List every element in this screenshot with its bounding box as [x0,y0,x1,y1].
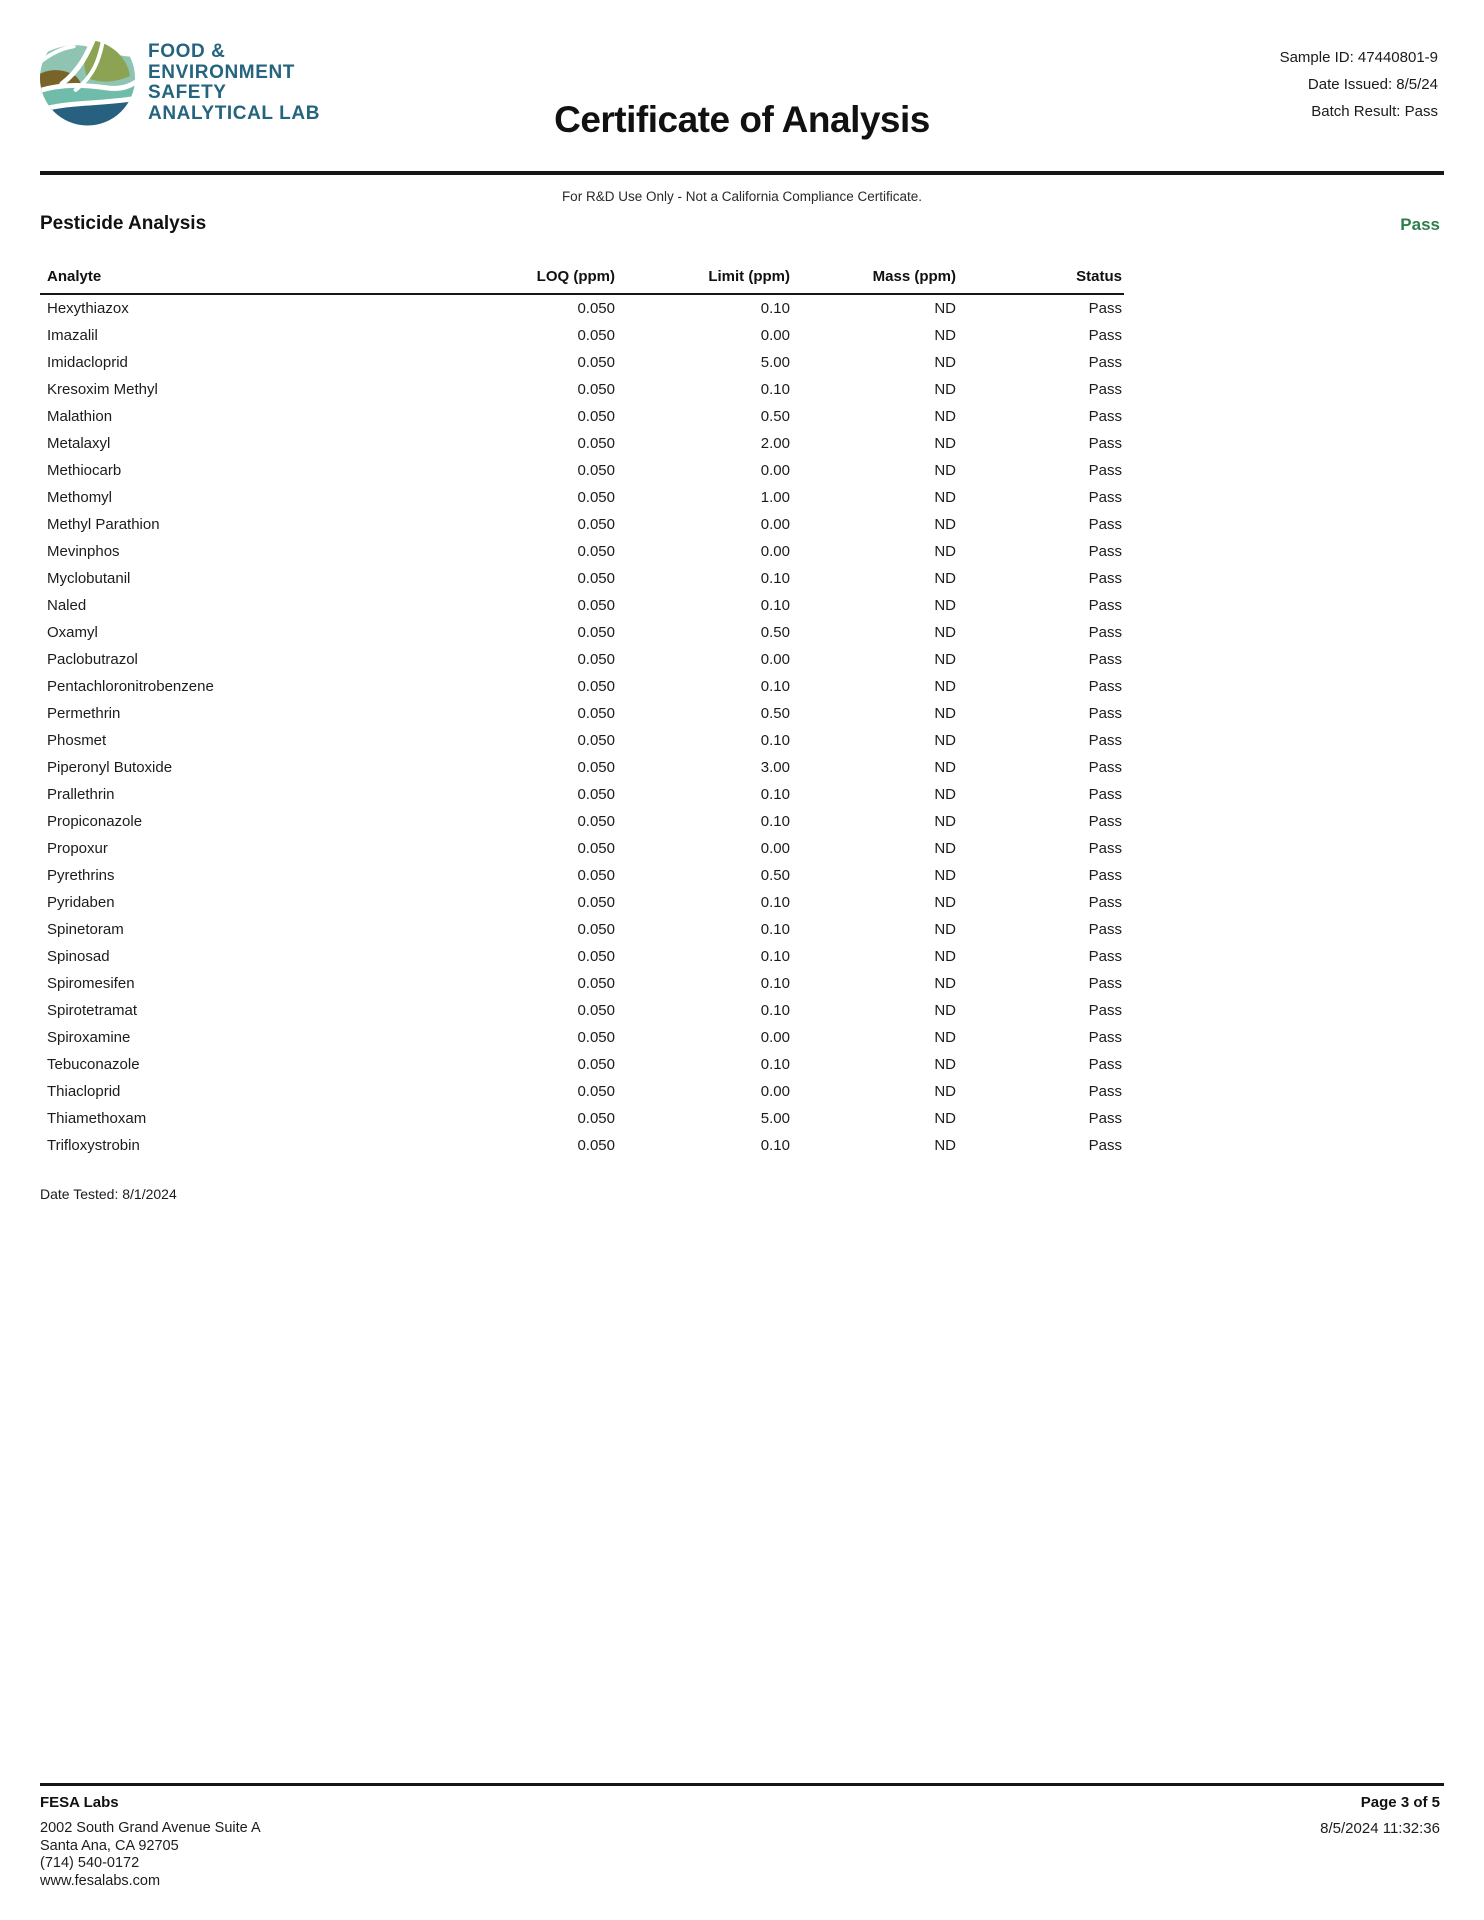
filler-cell [1124,322,1444,349]
pesticide-analysis-table [40,250,1444,1159]
filler-cell [1124,1078,1444,1105]
limit-cell: 0.00 [760,327,790,344]
filler-cell [1124,1132,1444,1159]
analyte-cell: Methyl Parathion [47,516,160,533]
table-row [40,1132,1444,1159]
loq-cell: 0.050 [577,840,615,857]
filler-cell [1124,997,1444,1024]
limit-cell: 0.50 [760,867,790,884]
status-cell: Pass [1088,462,1122,479]
status-cell: Pass [1088,489,1122,506]
analyte-cell: Trifloxystrobin [47,1137,140,1154]
limit-cell: 0.10 [760,813,790,830]
table-row [40,1078,1444,1105]
filler-cell [1124,484,1444,511]
document-title: Certificate of Analysis [554,99,930,140]
filler-cell [1124,781,1444,808]
filler-cell [1124,700,1444,727]
filler-cell [1124,430,1444,457]
mass-cell: ND [934,651,956,668]
status-cell: Pass [1088,624,1122,641]
analyte-cell: Pyridaben [47,894,115,911]
footer-address [40,1820,261,1890]
footer-timestamp: 8/5/2024 11:32:36 [1320,1820,1440,1837]
analysis-table-body [40,294,1444,1159]
analyte-cell: Methomyl [47,489,113,506]
limit-cell: 0.10 [760,1137,790,1154]
limit-cell: 0.00 [760,462,790,479]
limit-cell: 0.00 [760,516,790,533]
filler-cell [1124,646,1444,673]
limit-cell: 0.10 [760,1002,790,1019]
status-cell: Pass [1088,975,1122,992]
limit-cell: 0.00 [760,1029,790,1046]
filler-cell [1124,592,1444,619]
limit-cell: 0.00 [760,1083,790,1100]
status-cell: Pass [1088,354,1122,371]
filler-cell [1124,538,1444,565]
limit-cell: 0.50 [760,624,790,641]
analyte-cell: Imidacloprid [47,354,128,371]
table-row [40,808,1444,835]
filler-cell [1124,457,1444,484]
document-subtitle: For R&D Use Only - Not a California Compliance Certificate. [561,189,923,204]
table-header [40,250,1444,294]
limit-cell: 5.00 [760,354,790,371]
date-issued: Date Issued: 8/5/24 [1307,76,1438,93]
filler-cell [1124,565,1444,592]
mass-cell: ND [934,705,956,722]
sample-id: Sample ID: 47440801-9 [1279,49,1438,66]
loq-cell: 0.050 [577,921,615,938]
analyte-cell: Thiamethoxam [47,1110,147,1127]
mass-cell: ND [934,597,956,614]
analyte-cell: Mevinphos [47,543,120,560]
loq-cell: 0.050 [577,867,615,884]
limit-cell: 0.10 [760,921,790,938]
limit-cell: 0.10 [760,732,790,749]
mass-cell: ND [934,327,956,344]
mass-cell: ND [934,624,956,641]
limit-cell: 0.50 [760,705,790,722]
batch-result: Batch Result: Pass [1311,103,1438,120]
status-cell: Pass [1088,543,1122,560]
mass-cell: ND [934,732,956,749]
status-cell: Pass [1088,705,1122,722]
analyte-cell: Phosmet [47,732,107,749]
mass-cell: ND [934,435,956,452]
analyte-cell: Paclobutrazol [47,651,138,668]
status-cell: Pass [1088,327,1122,344]
footer-page-number: Page 3 of 5 [1360,1794,1440,1811]
table-row [40,511,1444,538]
status-cell: Pass [1088,300,1122,317]
mass-cell: ND [934,894,956,911]
loq-cell: 0.050 [577,894,615,911]
limit-cell: 0.10 [760,300,790,317]
table-row [40,1024,1444,1051]
table-row [40,484,1444,511]
loq-cell: 0.050 [577,705,615,722]
limit-cell: 0.10 [760,975,790,992]
filler-cell [1124,916,1444,943]
filler-cell [1124,403,1444,430]
loq-cell: 0.050 [577,732,615,749]
loq-cell: 0.050 [577,813,615,830]
status-cell: Pass [1088,678,1122,695]
analyte-cell: Hexythiazox [47,300,129,317]
table-row [40,403,1444,430]
limit-cell: 1.00 [760,489,790,506]
status-cell: Pass [1088,759,1122,776]
limit-cell: 0.10 [760,1056,790,1073]
table-row [40,457,1444,484]
loq-cell: 0.050 [577,354,615,371]
filler-cell [1124,943,1444,970]
status-cell: Pass [1088,1137,1122,1154]
status-cell: Pass [1088,1056,1122,1073]
analyte-cell: Pyrethrins [47,867,115,884]
loq-cell: 0.050 [577,462,615,479]
footer-address-line: Santa Ana, CA 92705 [40,1837,179,1854]
analyte-cell: Kresoxim Methyl [47,381,158,398]
table-row [40,592,1444,619]
loq-cell: 0.050 [577,489,615,506]
filler-cell [1124,862,1444,889]
filler-cell [1124,970,1444,997]
lab-wordmark-line: ENVIRONMENT [148,61,295,83]
footer-address-line: 2002 South Grand Avenue Suite A [40,1820,261,1836]
limit-cell: 0.10 [760,381,790,398]
loq-cell: 0.050 [577,1083,615,1100]
analyte-cell: Metalaxyl [47,435,111,452]
footer-divider [40,1783,1444,1786]
filler-cell [1124,727,1444,754]
status-cell: Pass [1088,813,1122,830]
mass-cell: ND [934,867,956,884]
status-cell: Pass [1088,1002,1122,1019]
filler-cell [1124,673,1444,700]
loq-cell: 0.050 [577,759,615,776]
loq-cell: 0.050 [577,435,615,452]
analyte-cell: Imazalil [47,327,98,344]
analyte-cell: Piperonyl Butoxide [47,759,173,776]
table-row [40,781,1444,808]
mass-cell: ND [934,678,956,695]
filler-cell [1124,376,1444,403]
status-cell: Pass [1088,948,1122,965]
status-cell: Pass [1088,894,1122,911]
filler-cell [1124,294,1444,322]
limit-cell: 0.10 [760,597,790,614]
table-row [40,700,1444,727]
header-divider [40,171,1444,175]
limit-cell: 2.00 [760,435,790,452]
footer-address-line: (714) 540-0172 [40,1855,140,1871]
lab-wordmark-line: ANALYTICAL LAB [148,102,321,124]
mass-cell: ND [934,813,956,830]
filler-cell [1124,349,1444,376]
status-cell: Pass [1088,867,1122,884]
filler-cell [1124,889,1444,916]
loq-cell: 0.050 [577,381,615,398]
table-row [40,538,1444,565]
loq-cell: 0.050 [577,1137,615,1154]
status-cell: Pass [1088,408,1122,425]
limit-cell: 0.10 [760,894,790,911]
table-row [40,1051,1444,1078]
mass-cell: ND [934,516,956,533]
table-row [40,1105,1444,1132]
filler-cell [1124,808,1444,835]
table-row [40,673,1444,700]
mass-cell: ND [934,786,956,803]
table-row [40,430,1444,457]
col-header-mass: Mass (ppm) [792,250,958,294]
table-row [40,376,1444,403]
loq-cell: 0.050 [577,1056,615,1073]
loq-cell: 0.050 [577,624,615,641]
date-tested: Date Tested: 8/1/2024 [40,1186,177,1202]
lab-wordmark-line: FOOD & [148,41,226,62]
mass-cell: ND [934,354,956,371]
status-cell: Pass [1088,435,1122,452]
limit-cell: 5.00 [760,1110,790,1127]
loq-cell: 0.050 [577,1110,615,1127]
footer-website: www.fesalabs.com [40,1872,161,1889]
col-header-filler [1124,250,1444,294]
table-row [40,943,1444,970]
analyte-cell: Propiconazole [47,813,143,830]
analyte-cell: Methiocarb [47,462,122,479]
limit-cell: 0.10 [760,678,790,695]
mass-cell: ND [934,381,956,398]
mass-cell: ND [934,543,956,560]
mass-cell: ND [934,462,956,479]
table-row [40,754,1444,781]
limit-cell: 0.10 [760,786,790,803]
loq-cell: 0.050 [577,948,615,965]
table-row [40,916,1444,943]
lab-wordmark-line: SAFETY [148,82,227,103]
filler-cell [1124,1024,1444,1051]
loq-cell: 0.050 [577,1002,615,1019]
analyte-cell: Spinosad [47,948,110,965]
loq-cell: 0.050 [577,516,615,533]
filler-cell [1124,835,1444,862]
analyte-cell: Propoxur [47,840,108,857]
analyte-cell: Spiromesifen [47,975,135,992]
status-cell: Pass [1088,732,1122,749]
footer-lab-name: FESA Labs [40,1794,119,1811]
loq-cell: 0.050 [577,570,615,587]
loq-cell: 0.050 [577,651,615,668]
mass-cell: ND [934,840,956,857]
table-row [40,565,1444,592]
filler-cell [1124,1105,1444,1132]
mass-cell: ND [934,489,956,506]
status-cell: Pass [1088,1083,1122,1100]
limit-cell: 3.00 [760,759,790,776]
status-cell: Pass [1088,381,1122,398]
section-title: Pesticide Analysis [40,213,207,234]
table-row [40,727,1444,754]
table-row [40,294,1444,322]
status-cell: Pass [1088,597,1122,614]
limit-cell: 0.50 [760,408,790,425]
analyte-cell: Thiacloprid [47,1083,121,1100]
limit-cell: 0.10 [760,948,790,965]
mass-cell: ND [934,1056,956,1073]
table-row [40,862,1444,889]
table-row [40,889,1444,916]
analyte-cell: Naled [47,597,87,614]
col-header-limit: Limit (ppm) [617,250,792,294]
analyte-cell: Spirotetramat [47,1002,138,1019]
section-status-badge: Pass [1400,215,1440,234]
analyte-cell: Permethrin [47,705,121,722]
mass-cell: ND [934,921,956,938]
loq-cell: 0.050 [577,975,615,992]
loq-cell: 0.050 [577,597,615,614]
limit-cell: 0.00 [760,651,790,668]
analyte-cell: Oxamyl [47,624,98,641]
status-cell: Pass [1088,1110,1122,1127]
status-cell: Pass [1088,570,1122,587]
analyte-cell: Tebuconazole [47,1056,140,1073]
limit-cell: 0.00 [760,840,790,857]
col-header-loq: LOQ (ppm) [460,250,617,294]
mass-cell: ND [934,759,956,776]
col-header-analyte: Analyte [40,250,460,294]
loq-cell: 0.050 [577,678,615,695]
mass-cell: ND [934,1083,956,1100]
loq-cell: 0.050 [577,408,615,425]
filler-cell [1124,511,1444,538]
mass-cell: ND [934,300,956,317]
table-row [40,835,1444,862]
status-cell: Pass [1088,651,1122,668]
loq-cell: 0.050 [577,300,615,317]
table-row [40,619,1444,646]
status-cell: Pass [1088,1029,1122,1046]
table-row [40,997,1444,1024]
analyte-cell: Myclobutanil [47,570,131,587]
col-header-status: Status [958,250,1124,294]
table-row [40,349,1444,376]
loq-cell: 0.050 [577,1029,615,1046]
table-row [40,322,1444,349]
mass-cell: ND [934,948,956,965]
mass-cell: ND [934,408,956,425]
mass-cell: ND [934,1002,956,1019]
status-cell: Pass [1088,921,1122,938]
mass-cell: ND [934,1137,956,1154]
table-row [40,970,1444,997]
status-cell: Pass [1088,516,1122,533]
loq-cell: 0.050 [577,543,615,560]
analyte-cell: Prallethrin [47,786,115,803]
filler-cell [1124,754,1444,781]
mass-cell: ND [934,975,956,992]
analyte-cell: Spinetoram [47,921,124,938]
limit-cell: 0.10 [760,570,790,587]
analyte-cell: Malathion [47,408,113,425]
filler-cell [1124,619,1444,646]
mass-cell: ND [934,1029,956,1046]
table-header-row [40,250,1444,294]
status-cell: Pass [1088,786,1122,803]
loq-cell: 0.050 [577,786,615,803]
filler-cell [1124,1051,1444,1078]
table-row [40,646,1444,673]
mass-cell: ND [934,570,956,587]
analyte-cell: Pentachloronitrobenzene [47,678,214,695]
limit-cell: 0.00 [760,543,790,560]
analyte-cell: Spiroxamine [47,1029,131,1046]
status-cell: Pass [1088,840,1122,857]
loq-cell: 0.050 [577,327,615,344]
mass-cell: ND [934,1110,956,1127]
